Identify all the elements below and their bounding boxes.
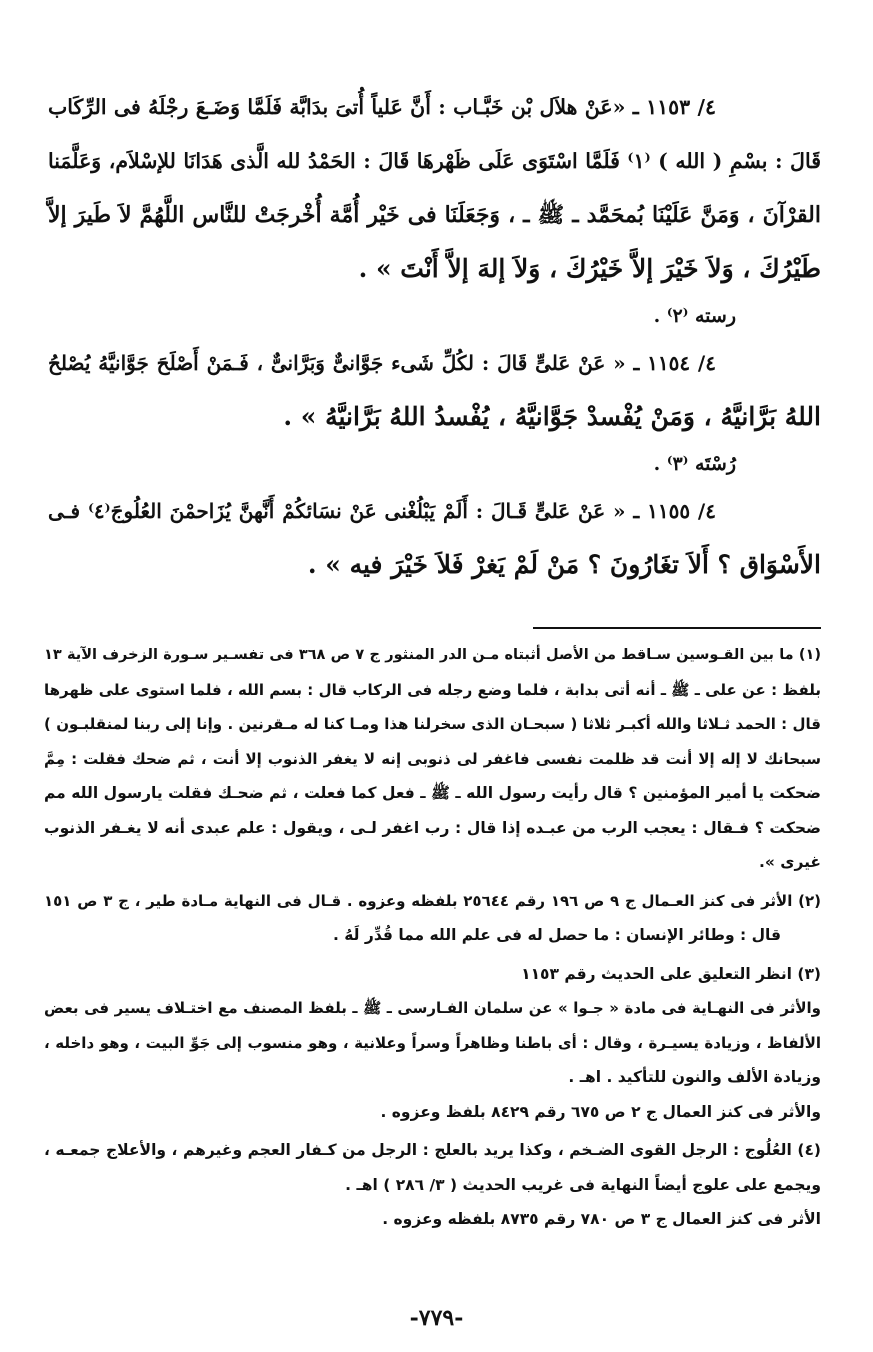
footnote-3-line-3: الألفاظ ، وزيادة يسيـرة ، وقال : أى باطنا وظاهراً وسراً وعلانية ، وهو منسوب إلى جَوِّ البيت ، وهو داخله ،: [44, 1033, 821, 1052]
hadith-1154-line-1: ٤/ ١١٥٤ ـ « عَنْ عَلىٍّ قَالَ : لكُلِّ شَىء جَوَّانىٌّ وَبَرَّانىٌّ ، فَـمَنْ أَصْلَحَ جَوَّانيَّهُ يُصْلحُ: [48, 351, 716, 375]
hadith-1154-narrator: رُسْتَه ⁽٣⁾ .: [653, 453, 736, 475]
footnote-1-line-4: سبحانك لا إله إلا أنت قد ظلمت نفسى فاغفر لى ذنوبى إنه لا يغفر الذنوب إلا أنت ، ثم ضحك فقلت : مِمَّ: [44, 749, 821, 768]
hadith-1155-line-2: الأَسْوَاق ؟ أَلاَ تغَارُونَ ؟ مَنْ لَمْ يَغرْ فَلاَ خَيْرَ فيه » .: [307, 550, 821, 579]
footnote-4-line-2: ويجمع على علوج أيضاً النهاية فى غريب الحديث ( ٣/ ٢٨٦ ) اهـ .: [345, 1175, 821, 1194]
page-number: -٧٧٩-: [409, 1305, 464, 1331]
footnote-1-line-5: ضحكت يا أمير المؤمنين ؟ قال رأيت رسول الله ـ ﷺ ـ فعل كما فعلت ، ثم ضحـك فقلت يارسول الله مم: [44, 784, 821, 802]
footnote-2-line-2: قال : وطائر الإنسان : ما حصل له فى علم الله مما قُدِّر لَهُ .: [333, 926, 781, 944]
footnote-1-line-7: غيرى ».: [758, 853, 821, 871]
footnote-3-line-1: (٣) انظر التعليق على الحديث رقم ١١٥٣: [521, 964, 821, 983]
footnote-1-line-6: ضحكت ؟ فـقال : يعجب الرب من عبـده إذا قال : رب اغفر لـى ، ويقول : علم عبدى أنه لا يغـفر الذنوب: [44, 818, 821, 837]
footnote-1-line-1: (١) ما بين القـوسين سـاقط من الأصل أثبتاه مـن الدر المنثور ج ٧ ص ٣٦٨ فى تفسـير سـورة الزخرف الآية ١٣: [44, 647, 821, 663]
hadith-1154-line-2: اللهُ بَرَّانيَّهُ ، وَمَنْ يُفْسدْ جَوَّانيَّهُ ، يُفْسدُ اللهُ بَرَّانيَّهُ » .: [283, 402, 821, 431]
footnote-2-line-1: (٢) الأثر فى كنز العـمال ج ٩ ص ١٩٦ رقم ٢٥٦٤٤ بلفظه وعزوه . قـال فى النهاية مـادة طير ، ج ٣ ص ١٥١: [44, 891, 821, 910]
hadith-1153-line-3: القرْآنَ ، وَمَنَّ عَلَيْنَا بُمحَمَّد ـ ﷺ ـ ، وَجَعَلَنَا فى خَيْر أُمَّة أُخْرجَتْ للنَّاس اللَّهُمَّ لاَ طَيرَ إلاَّ: [48, 202, 821, 228]
hadith-1153-line-2: قَالَ : بسْمِ ( الله ) ⁽١⁾ فَلَمَّا اسْتَوَى عَلَى ظَهْرهَا قَالَ : الحَمْدُ لله الَّذى هَدَانَا للإسْلاَم، وَعَلَّمَنا: [48, 149, 821, 173]
footnote-divider: [533, 627, 821, 629]
hadith-1153-narrator: رسته ⁽٢⁾ .: [653, 305, 736, 327]
footnote-4-line-3: الأثر فى كنز العمال ج ٣ ص ٧٨٠ رقم ٨٧٣٥ بلفظه وعزوه .: [382, 1210, 821, 1228]
hadith-section: [48, 80, 821, 592]
footnote-3-line-5: والأثر فى كنز العمال ج ٢ ص ٦٧٥ رقم ٨٤٢٩ بلفظ وعزوه .: [380, 1102, 821, 1121]
footnote-1-line-2: بلفظ : عن على ـ ﷺ ـ أنه أتى بدابة ، فلما وضع رجله فى الركاب قال : بسم الله ، فلما استوى على ظهرها: [44, 680, 821, 699]
hadith-1153-line-1: ٤/ ١١٥٣ ـ «عَنْ هلاَل بْن خَبَّـاب : أَنَّ عَلياً أُتىَ بدَابَّة فَلَمَّا وَضَـعَ رجْلَهُ فى الرِّكَاب: [48, 95, 717, 119]
footnote-1-line-3: قال : الحمد ثـلاثا والله أكبـر ثلاثا ( سبحـان الذى سخرلنا هذا ومـا كنا له مـقرنين . وإنا إلى ربنا لمنقلبـون ): [44, 715, 821, 733]
footnote-4-line-1: (٤) العُلُوج : الرجل القوى الضـخم ، وكذا يريد بالعلج : الرجل من كـفار العجم وغيرهم ، والأعلاج جمعـه ،: [44, 1141, 821, 1159]
footnote-3-line-2: والأثر فى النهـاية فى مادة « جـوا » عن سلمان الفـارسى ـ ﷺ ـ بلفظ المصنف مع اختـلاف يسير فى بعض: [44, 999, 821, 1017]
footnote-3-line-4: وزيادة الألف والنون للتأكيد . اهـ .: [568, 1068, 821, 1086]
hadith-1155-line-1: ٤/ ١١٥٥ ـ « عَنْ عَلىٍّ قَـالَ : أَلَمْ يَبْلُغْنى عَنْ نسَائكُمْ أَنَّهنَّ يُزَاحمْنَ العُلُوجَ⁽٤⁾ فـى: [48, 499, 716, 523]
hadith-1153-line-4: طَيْرُكَ ، وَلاَ خَيْرَ إلاَّ خَيْرُكَ ، وَلاَ إلهَ إلاَّ أَنْتَ » .: [358, 254, 821, 283]
footnotes-section: [44, 638, 821, 1237]
